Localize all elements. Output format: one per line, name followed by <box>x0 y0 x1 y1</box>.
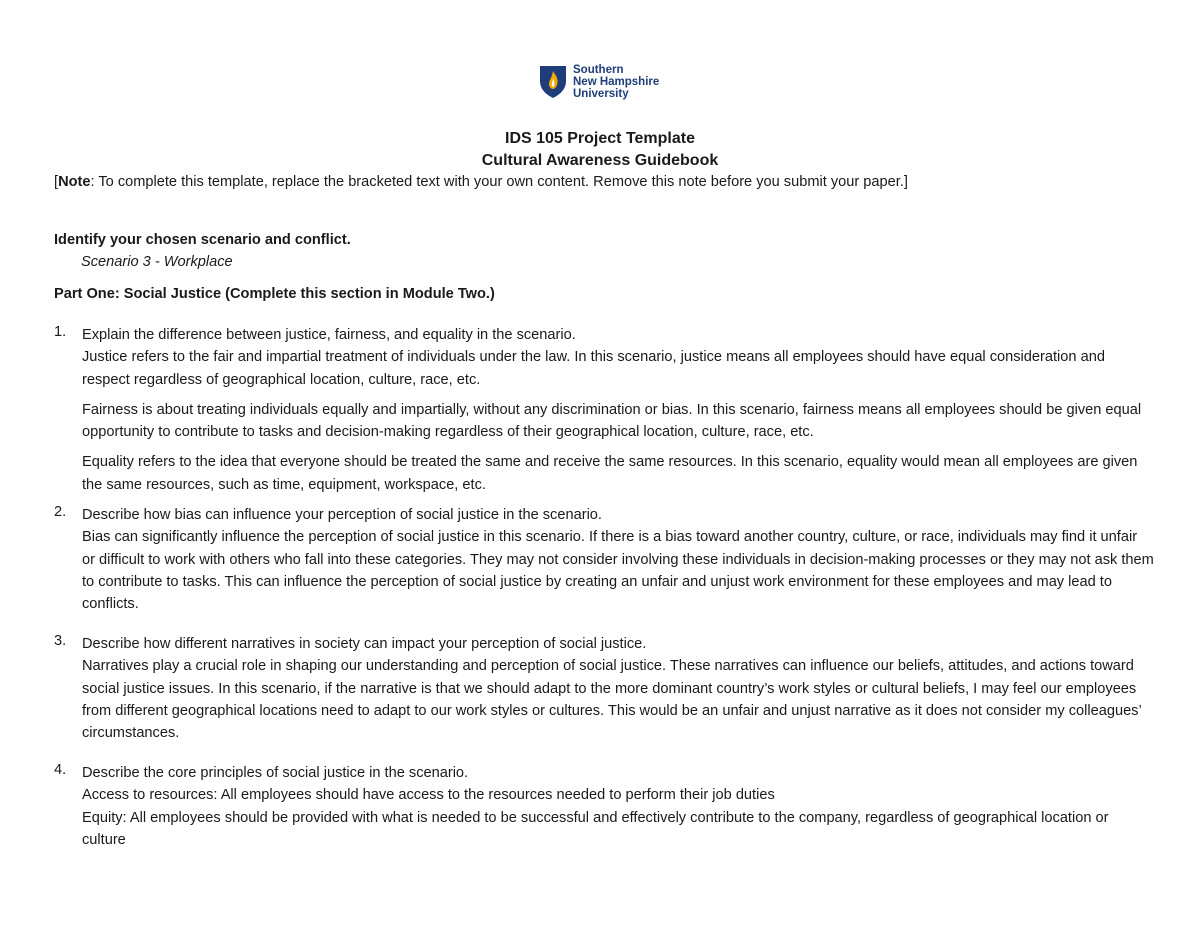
title-line-1: IDS 105 Project Template <box>505 130 695 147</box>
item-question: Describe the core principles of social justice in the scenario. <box>82 765 469 781</box>
item-number: 2. <box>54 504 67 520</box>
note-label: Note <box>58 174 91 190</box>
scenario-answer: Scenario 3 - Workplace <box>81 254 233 270</box>
scenario-heading: Identify your chosen scenario and conflict. <box>54 232 351 248</box>
item-question: Describe how different narratives in society can impact your perception of social justice. <box>82 636 647 652</box>
part-one-heading: Part One: Social Justice (Complete this section in Module Two.) <box>54 286 495 302</box>
list-item <box>54 762 1154 851</box>
note-open-bracket: [ <box>54 174 59 190</box>
document-title <box>0 128 1200 172</box>
item-paragraph: Fairness is about treating individuals equally and impartially, without any discrimination or bias. In this scenario, fairness means all employees should be given equal opportunity to contribute to tasks and decision-making regardless of their geographical location, culture, race, etc. <box>82 401 1142 441</box>
item-paragraph: Justice refers to the fair and impartial treatment of individuals under the law. In this scenario, justice means all employees should have equal consideration and respect regardless of geographical location, culture, race, etc. <box>82 349 1105 388</box>
logo-line-1: Southern <box>573 64 624 76</box>
title-line-2: Cultural Awareness Guidebook <box>481 152 719 169</box>
shield-flame-icon <box>539 65 567 99</box>
list-item <box>54 324 1154 496</box>
item-number: 1. <box>54 324 67 340</box>
item-number: 4. <box>54 762 67 778</box>
item-paragraph: Bias can significantly influence the perception of social justice in this scenario. If there is a bias toward another country, culture, or race, individuals may find it unfair or difficult to work with others who fall into these categories. They may not consider involving these individuals in decision-making processes or they may not ask them to contribute to tasks. This can influence the perception of social justice by creating an unfair and unjust work environment for these employees and may lead to conflicts. <box>82 529 1154 613</box>
item-line: Access to resources: All employees should have access to the resources needed to perform their job duties <box>82 787 775 804</box>
item-paragraph: Equality refers to the idea that everyone should be treated the same and receive the same resources. In this scenario, equality would mean all employees are given the same resources, such as time, equipment, workspace, etc. <box>82 454 1138 493</box>
list-item <box>54 633 1154 744</box>
logo-line-3: University <box>573 88 629 100</box>
list-item <box>54 504 1154 615</box>
item-number: 3. <box>54 633 67 649</box>
item-line: Equity: All employees should be provided with what is needed to be successful and effectively contribute to the company, regardless of geographical location or culture <box>82 809 1109 848</box>
note-text: : To complete this template, replace the bracketed text with your own content. Remove this note before you submit your paper.] <box>90 174 908 190</box>
snhu-logo <box>539 64 659 100</box>
item-question: Describe how bias can influence your perception of social justice in the scenario. <box>82 507 602 523</box>
logo-line-2: New Hampshire <box>573 76 660 88</box>
template-note <box>54 172 908 192</box>
item-paragraph: Narratives play a crucial role in shaping our understanding and perception of social justice. These narratives can influence our beliefs, attitudes, and actions toward social justice issues. In this scenario, if the narrative is that we should adapt to the more dominant country’s work styles or cultural beliefs, I may feel our employees from different geographical locations need to adapt to our work styles or cultures. This would be an unfair and unjust narrative as it does not consider my colleagues’ circumstances. <box>82 658 1142 742</box>
item-question: Explain the difference between justice, fairness, and equality in the scenario. <box>82 327 576 343</box>
